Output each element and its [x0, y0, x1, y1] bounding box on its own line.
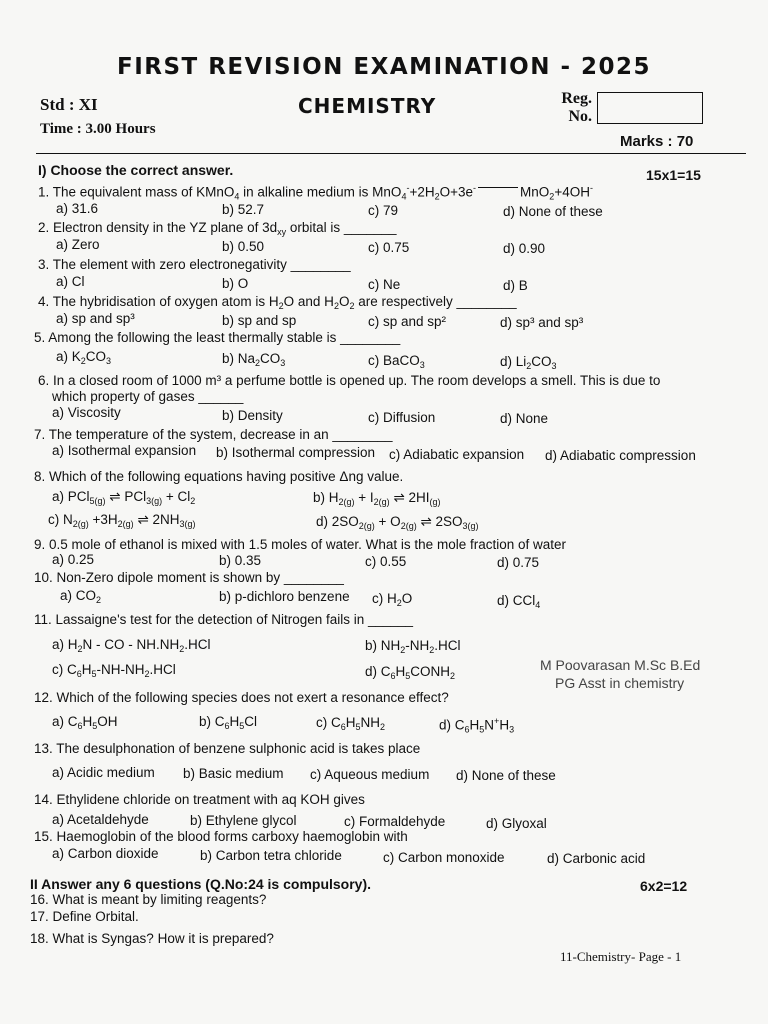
q2-option-c[interactable]: c) 0.75	[368, 240, 410, 255]
q11-option-b[interactable]: b) $NH_2-NH_2.HCl$	[365, 638, 461, 655]
q1-option-b[interactable]: b) 52.7	[222, 202, 265, 217]
q13-option-c[interactable]: c) Aqueous medium	[310, 767, 430, 782]
question-7: 7. The temperature of the system, decrease in an ________	[34, 427, 393, 442]
marks-label: Marks : 70	[620, 133, 694, 150]
q4-text-c: O	[338, 294, 350, 309]
q8-option-b[interactable]: b) $H_{2(g)} + I_{2(g)}$ ⇌ $2HI_{(g)}$	[313, 490, 441, 507]
q10-option-b[interactable]: b) p-dichloro benzene	[219, 589, 350, 604]
q5-option-d[interactable]: d) $Li_2CO_3$	[500, 354, 557, 371]
q12-option-a[interactable]: a) $C_6H_5OH$	[52, 714, 118, 731]
q3-option-b[interactable]: b) O	[222, 276, 249, 291]
question-15: 15. Haemoglobin of the blood forms carboxy haemoglobin with	[34, 829, 408, 844]
q2-text-a: 2. Electron density in the YZ plane of 3d	[38, 220, 278, 235]
q6-option-d[interactable]: d) None	[500, 411, 549, 426]
teacher-signature-name: M Poovarasan M.Sc B.Ed	[540, 657, 701, 673]
q9-option-a[interactable]: a) 0.25	[52, 552, 95, 567]
q9-option-c[interactable]: c) 0.55	[365, 554, 407, 569]
q7-option-c[interactable]: c) Adiabatic expansion	[389, 447, 525, 462]
q6-option-a[interactable]: a) Viscosity	[52, 405, 121, 420]
reg-no-box[interactable]	[597, 92, 703, 124]
q15-option-c[interactable]: c) Carbon monoxide	[383, 850, 505, 865]
question-6-line-1: 6. In a closed room of 1000 m³ a perfume bottle is opened up. The room develops a smell. This is due to	[38, 373, 661, 388]
q4-option-a[interactable]: a) sp and sp³	[56, 311, 135, 326]
reg-no-label: Reg. No.	[561, 90, 592, 125]
q1-option-d[interactable]: d) None of these	[503, 204, 603, 219]
q6-option-c[interactable]: c) Diffusion	[368, 410, 436, 425]
q1-text-f: +4OH	[554, 184, 590, 200]
equilibrium-arrow-icon: ⇌	[109, 489, 121, 504]
question-16: 16. What is meant by limiting reagents?	[30, 892, 267, 907]
q5-option-d-label: d) Li	[500, 354, 527, 369]
exam-title: FIRST REVISION EXAMINATION - 2025	[116, 54, 652, 80]
question-10: 10. Non-Zero dipole moment is shown by ________	[34, 570, 344, 585]
q15-option-a[interactable]: a) Carbon dioxide	[52, 846, 159, 861]
q2-option-b[interactable]: b) 0.50	[222, 239, 265, 254]
part2-score: 6x2=12	[640, 878, 688, 894]
q15-option-b[interactable]: b) Carbon tetra chloride	[200, 848, 342, 863]
q8-option-a[interactable]: a) PCl$_{5(g)}$ ⇌ $PCl_{3(g)} + Cl_2$	[52, 489, 196, 506]
question-13: 13. The desulphonation of benzene sulphonic acid is takes place	[34, 741, 421, 756]
part2-heading: II Answer any 6 questions (Q.No:24 is compulsory).	[30, 876, 372, 892]
question-17: 17. Define Orbital.	[30, 909, 139, 924]
q3-option-a[interactable]: a) Cl	[56, 274, 85, 289]
equilibrium-arrow-icon: ⇌	[393, 490, 405, 505]
q4-option-d[interactable]: d) sp³ and sp³	[500, 315, 584, 330]
part1-heading: I) Choose the correct answer.	[38, 162, 234, 178]
q4-option-c[interactable]: c) sp and sp²	[368, 314, 447, 329]
q12-option-c[interactable]: c) $C_6H_5NH_2$	[316, 715, 386, 732]
q5-option-c-label: c) BaCO	[368, 353, 420, 368]
q10-option-c[interactable]: c) $H_2O$	[372, 591, 413, 608]
q14-option-a[interactable]: a) Acetaldehyde	[52, 812, 149, 827]
q9-option-d[interactable]: d) 0.75	[497, 555, 540, 570]
q4-text-a: 4. The hybridisation of oxygen atom is H	[38, 294, 279, 309]
q15-option-d[interactable]: d) Carbonic acid	[547, 851, 646, 866]
q12-option-b[interactable]: b) $C_6H_5Cl$	[199, 714, 258, 731]
question-9: 9. 0.5 mole of ethanol is mixed with 1.5 moles of water. What is the mole fraction of water	[34, 537, 566, 552]
q7-option-a[interactable]: a) Isothermal expansion	[52, 443, 197, 458]
reaction-arrow-icon	[478, 187, 518, 194]
q4-text-d: are respectively ________	[354, 294, 517, 309]
q6-option-b[interactable]: b) Density	[222, 408, 283, 423]
q5-option-b[interactable]: b) $Na_2CO_3$	[222, 351, 286, 368]
q9-option-b[interactable]: b) 0.35	[219, 553, 262, 568]
part1-score: 15x1=15	[646, 167, 701, 183]
q5-option-a[interactable]: a) $K_2CO_3$	[56, 349, 112, 366]
q5-option-a-label: a) K	[56, 349, 81, 364]
page-footer: 11-Chemistry- Page - 1	[560, 949, 682, 964]
teacher-signature-title: PG Asst in chemistry	[555, 675, 685, 691]
question-6-line-2: which property of gases ______	[52, 389, 244, 404]
q11-option-d[interactable]: d) $C_6H_5CONH_2$	[365, 664, 456, 681]
q14-option-d[interactable]: d) Glyoxal	[486, 816, 547, 831]
equilibrium-arrow-icon: ⇌	[420, 514, 432, 529]
q3-option-c[interactable]: c) Ne	[368, 277, 401, 292]
q13-option-d[interactable]: d) None of these	[456, 768, 556, 783]
q1-option-a[interactable]: a) 31.6	[56, 201, 99, 216]
q2-option-d[interactable]: d) 0.90	[503, 241, 546, 256]
question-12: 12. Which of the following species does not exert a resonance effect?	[34, 690, 449, 705]
q14-option-c[interactable]: c) Formaldehyde	[344, 814, 446, 829]
q2-option-a[interactable]: a) Zero	[56, 237, 100, 252]
standard-label: Std : XI	[40, 95, 98, 114]
q8-option-c[interactable]: c) $N_{2(g)} +3H_{2(g)}$ ⇌ $2NH_{3(g)}$	[48, 512, 196, 529]
question-4: 4. The hybridisation of oxygen atom is $H_2O$ and $H_2O_2$ are respectively ________	[38, 294, 517, 311]
q4-text-b: O and H	[283, 294, 334, 309]
q8-option-d[interactable]: d) $2SO_{2(g)} + O_{2(g)}$ ⇌ $2SO_{3(g)}$	[316, 514, 479, 531]
question-2: 2. Electron density in the YZ plane of $3d_{xy}$ orbital is _______	[38, 220, 397, 237]
q7-option-d[interactable]: d) Adiabatic compression	[545, 448, 696, 463]
q1-text-e: MnO	[520, 184, 550, 200]
q2-text-b: orbital is _______	[286, 220, 397, 235]
q10-option-d[interactable]: d) CCl$_4$	[497, 593, 541, 610]
q4-option-b[interactable]: b) sp and sp	[222, 313, 297, 328]
subject-title: CHEMISTRY	[298, 94, 437, 118]
equilibrium-arrow-icon: ⇌	[137, 512, 149, 527]
q12-option-d[interactable]: d) $C_6H_5N^+H_3$	[439, 716, 515, 735]
q1-text-a: 1. The equivalent mass of KMnO	[38, 184, 235, 200]
question-8: 8. Which of the following equations having positive Δng value.	[34, 469, 404, 484]
q3-option-d[interactable]: d) B	[503, 278, 528, 293]
q1-option-c[interactable]: c) 79	[368, 203, 399, 218]
question-18: 18. What is Syngas? How it is prepared?	[30, 931, 274, 946]
question-1: 1. The equivalent mass of KMnO$_4$ in alkaline medium is $MnO_4^-+2H_2O+3e^-$ MnO$_2$+4OH-	[38, 183, 593, 202]
q10-option-a[interactable]: a) $CO_2$	[60, 588, 102, 605]
time-label: Time : 3.00 Hours	[40, 121, 156, 137]
q14-option-b[interactable]: b) Ethylene glycol	[190, 813, 297, 828]
question-3: 3. The element with zero electronegativity ________	[38, 257, 351, 272]
question-5: 5. Among the following the least thermally stable is ________	[34, 330, 401, 345]
q1-text-c: +2H	[409, 184, 435, 200]
question-11: 11. Lassaigne's test for the detection of Nitrogen fails in ______	[34, 612, 414, 627]
question-14: 14. Ethylidene chloride on treatment with aq KOH gives	[34, 792, 365, 807]
q11-option-a[interactable]: a) $H_2N$ - CO - $NH.NH_2.HCl$	[52, 637, 211, 654]
q13-option-b[interactable]: b) Basic medium	[183, 766, 284, 781]
q7-option-b[interactable]: b) Isothermal compression	[216, 445, 376, 460]
q1-text-d: O+3e	[439, 184, 474, 200]
q13-option-a[interactable]: a) Acidic medium	[52, 765, 155, 780]
q11-option-c[interactable]: c) $C_6H_5-NH-NH_2.HCl$	[52, 662, 176, 679]
q1-text-b: in alkaline medium is MnO	[239, 184, 402, 200]
q5-option-c[interactable]: c) BaCO$_3$	[368, 353, 425, 370]
q5-option-b-label: b) Na	[222, 351, 256, 366]
header-divider	[36, 153, 746, 154]
